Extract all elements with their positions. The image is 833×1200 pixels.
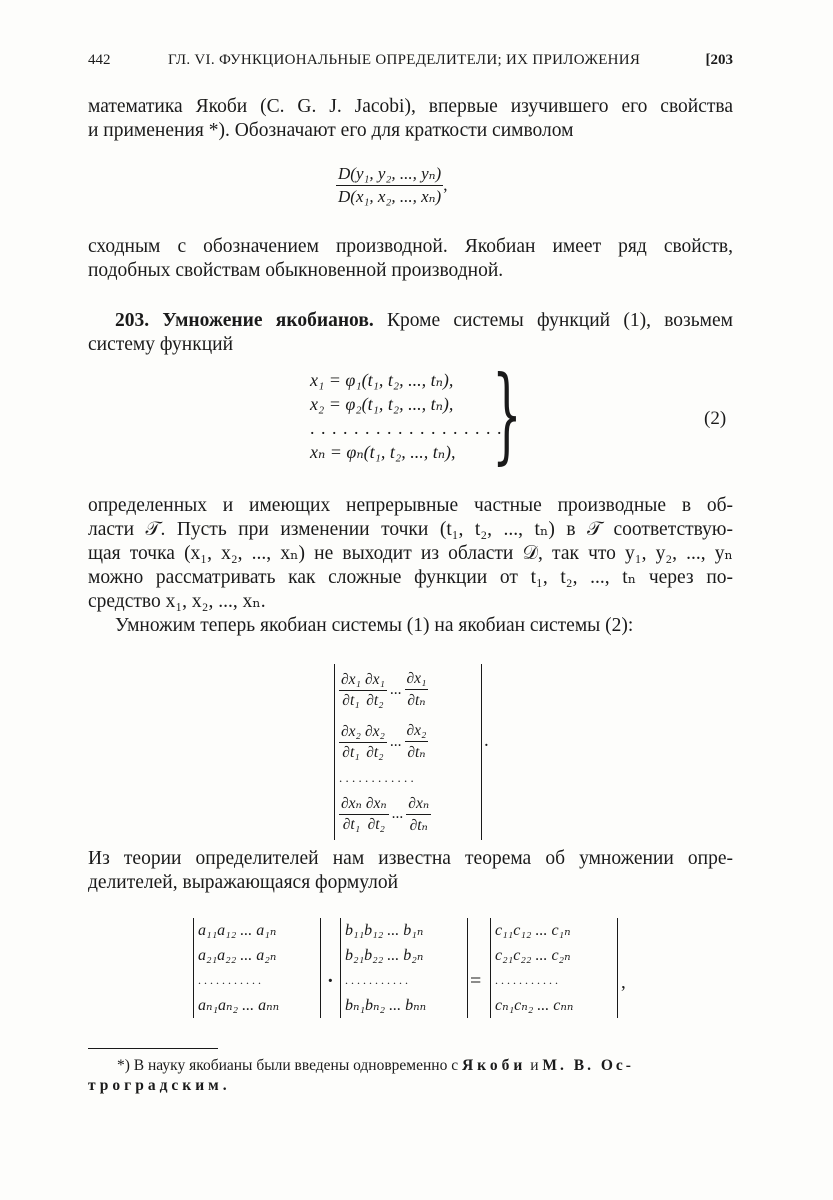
para2-line-1: определенных и имеющих непрерывные частные производные в об- bbox=[88, 495, 733, 516]
jacobian-symbol bbox=[336, 164, 447, 207]
jacobian-punct: . bbox=[484, 730, 489, 751]
jacobian-row bbox=[339, 664, 477, 716]
symbol-denominator: D(x₁, x₂, ..., xₙ) bbox=[338, 187, 442, 206]
det-row: cₙ₁cₙ₂ ... cₙₙ bbox=[495, 997, 574, 1014]
partial-den: ∂t₂ bbox=[366, 743, 384, 761]
det-row: . . . . . . . . . . . bbox=[345, 973, 408, 987]
jacobian-row bbox=[339, 716, 477, 768]
ellipsis: ... bbox=[389, 733, 402, 750]
ellipsis: ... bbox=[389, 681, 402, 698]
section-title: 203. Умножение якобианов. bbox=[115, 310, 374, 331]
partial-den: ∂t₁ bbox=[342, 816, 361, 833]
partial-den: ∂t₂ bbox=[367, 816, 385, 833]
det-row: a₂₁a₂₂ ... a₂ₙ bbox=[198, 947, 277, 964]
det-row: . . . . . . . . . . . bbox=[495, 973, 558, 987]
partial-num: ∂xₙ bbox=[406, 794, 431, 815]
det-row: b₂₁b₂₂ ... b₂ₙ bbox=[345, 947, 424, 964]
page-number: 442 bbox=[88, 52, 111, 68]
footnote-line-2: троградским. bbox=[88, 1077, 231, 1094]
partial-den: ∂t₁ bbox=[342, 691, 360, 709]
equals-sign: = bbox=[470, 970, 482, 992]
section-line-1-rest: Кроме системы функций (1), возьмем bbox=[373, 310, 733, 331]
section-line-2: систему функций bbox=[88, 334, 234, 355]
det-row: a₁₁a₁₂ ... a₁ₙ bbox=[198, 922, 277, 939]
det-row: b₁₁b₁₂ ... b₁ₙ bbox=[345, 922, 424, 939]
footnote-text: *) В науку якобианы были введены одновременно с bbox=[117, 1057, 462, 1074]
partial-num: ∂xₙ bbox=[339, 794, 364, 815]
para3-line-2: делителей, выражающаяся формулой bbox=[88, 872, 399, 893]
footnote-conj: и bbox=[526, 1057, 543, 1074]
footnote-name: М. В. Ос- bbox=[542, 1057, 634, 1074]
det-row: c₂₁c₂₂ ... c₂ₙ bbox=[495, 947, 571, 964]
partial-num: ∂x₂ bbox=[363, 723, 387, 743]
jacobian-row bbox=[339, 788, 477, 840]
para2-line-4: можно рассматривать как сложные функции от t₁, t₂, ..., tₙ через по- bbox=[88, 567, 733, 588]
system-2 bbox=[310, 368, 503, 464]
right-brace: } bbox=[492, 353, 522, 475]
para3-line-1: Из теории определителей нам известна теорема об умножении опре- bbox=[88, 848, 733, 869]
det-product-punct: , bbox=[621, 972, 626, 993]
para2-line-3: щая точка (x₁, x₂, ..., xₙ) не выходит из области 𝒟, так что y₁, y₂, ..., yₙ bbox=[88, 543, 733, 564]
determinant-c bbox=[490, 918, 618, 1018]
system-row: x₂ = φ₂(t₁, t₂, ..., tₙ), bbox=[310, 394, 454, 414]
system-row: . . . . . . . . . . . . . . . . . . bbox=[310, 418, 503, 438]
partial-num: ∂x₂ bbox=[339, 723, 363, 743]
para2-line-5: средство x₁, x₂, ..., xₙ. bbox=[88, 591, 266, 612]
intro-line-3: сходным с обозначением производной. Якобиан имеет ряд свойств, bbox=[88, 236, 733, 257]
det-row: c₁₁c₁₂ ... c₁ₙ bbox=[495, 922, 571, 939]
partial-den: ∂tₙ bbox=[407, 744, 426, 761]
det-row: bₙ₁bₙ₂ ... bₙₙ bbox=[345, 997, 427, 1014]
intro-line-2: и применения *). Обозначают его для краткости символом bbox=[88, 120, 574, 141]
section-ref: [203 bbox=[705, 52, 733, 68]
multiply-dot: · bbox=[327, 970, 334, 992]
system-row: xₙ = φₙ(t₁, t₂, ..., tₙ), bbox=[310, 442, 456, 462]
running-title: ГЛ. VI. ФУНКЦИОНАЛЬНЫЕ ОПРЕДЕЛИТЕЛИ; ИХ ПРИЛОЖЕНИЯ bbox=[168, 52, 641, 68]
partial-num: ∂x₁ bbox=[363, 671, 387, 691]
partial-den: ∂t₁ bbox=[342, 743, 360, 761]
determinant-a bbox=[193, 918, 321, 1018]
partial-num: ∂x₁ bbox=[405, 670, 429, 690]
section-heading-line bbox=[88, 309, 733, 333]
partial-den: ∂tₙ bbox=[407, 692, 426, 709]
jacobian-determinant bbox=[334, 664, 482, 840]
equation-label: (2) bbox=[704, 408, 727, 429]
para2-line-6: Умножим теперь якобиан системы (1) на якобиан системы (2): bbox=[115, 615, 634, 636]
determinant-b bbox=[340, 918, 468, 1018]
intro-line-4: подобных свойствам обыкновенной производной. bbox=[88, 260, 504, 281]
footnote-name: Якоби bbox=[461, 1057, 527, 1074]
symbol-punct: , bbox=[443, 175, 448, 195]
system-row: x₁ = φ₁(t₁, t₂, ..., tₙ), bbox=[310, 370, 454, 390]
ellipsis: ... bbox=[391, 805, 404, 822]
intro-line-1: математика Якоби (C. G. J. Jacobi), впервые изучившего его свойства bbox=[88, 96, 733, 117]
partial-num: ∂x₁ bbox=[339, 671, 363, 691]
partial-num: ∂xₙ bbox=[364, 794, 389, 815]
partial-den: ∂t₂ bbox=[366, 691, 384, 709]
det-row: . . . . . . . . . . . bbox=[198, 973, 261, 987]
para2-line-2: ласти 𝒯. Пусть при изменении точки (t₁, t₂, ..., tₙ) в 𝒯 соответствую- bbox=[88, 519, 733, 540]
symbol-numerator: D(y₁, y₂, ..., yₙ) bbox=[336, 164, 443, 186]
partial-num: ∂x₂ bbox=[405, 722, 429, 742]
footnote-rule bbox=[88, 1048, 218, 1049]
running-header bbox=[88, 52, 733, 76]
det-row: aₙ₁aₙ₂ ... aₙₙ bbox=[198, 997, 280, 1014]
footnote-line-1 bbox=[117, 1056, 733, 1076]
jacobian-dots-row: . . . . . . . . . . . . bbox=[339, 770, 414, 785]
partial-den: ∂tₙ bbox=[409, 816, 428, 834]
